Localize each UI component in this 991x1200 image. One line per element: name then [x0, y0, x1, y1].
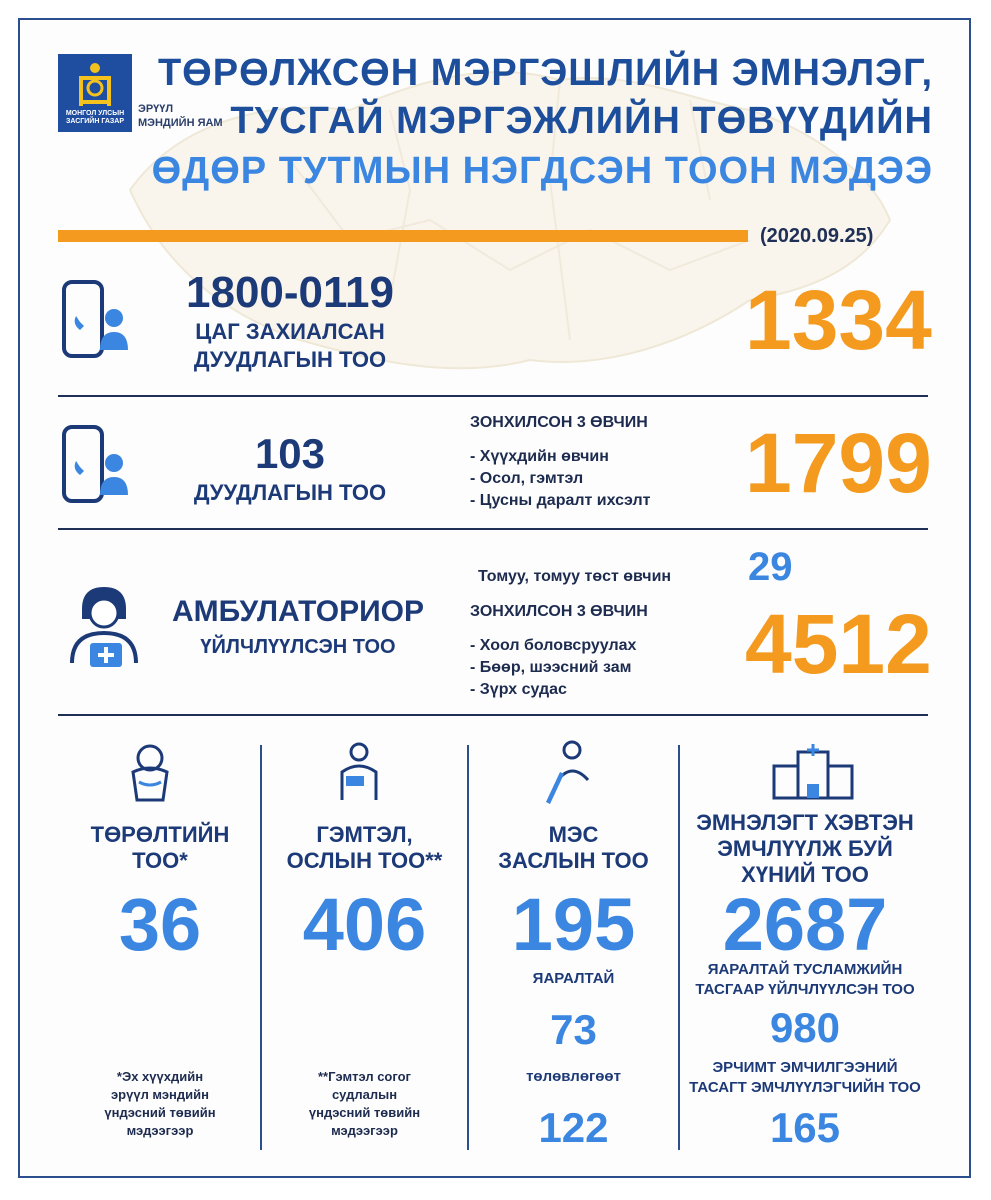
- note-line: мэдээгээр: [331, 1123, 398, 1138]
- injuries-value: 406: [302, 883, 427, 966]
- title-line3: ӨДӨР ТУТМЫН НЭГДСЭН ТООН МЭДЭЭ: [151, 150, 933, 192]
- births-label-line2: ТОО*: [132, 848, 188, 873]
- note-line: *Эх хүүхдийн: [116, 1069, 204, 1084]
- note-line: үндэсний төвийн: [308, 1105, 421, 1120]
- nurse-icon: [60, 583, 140, 673]
- title-line1: ТӨРӨЛЖСӨН МЭРГЭШЛИЙН ЭМНЭЛЭГ,: [157, 52, 933, 94]
- planned-surgery-label: төлөвлөгөөт: [526, 1068, 621, 1085]
- inpatients-value: 2687: [722, 883, 888, 966]
- row3-top3-list: [470, 601, 648, 701]
- ministry-name: [138, 102, 223, 130]
- list-item: - Зүрх судас: [470, 681, 567, 698]
- injuries-label-line2: ОСЛЫН ТОО**: [286, 848, 443, 873]
- inpatients-label-line2: ЭМЧЛҮҮЛЖ БУЙ: [717, 836, 893, 861]
- outpatient-value: 4512: [745, 597, 932, 691]
- inpatients-label: [680, 810, 930, 888]
- outpatient-label-line1: АМБУЛАТОРИОР: [171, 595, 425, 628]
- phone-doctor-icon: [62, 280, 132, 360]
- logo-text-line2: ЗАСГИЙН ГАЗАР: [65, 118, 125, 125]
- planned-surgery-value: 122: [538, 1104, 609, 1151]
- surgery-value: 195: [511, 883, 636, 966]
- arm-sling-icon: [334, 742, 384, 802]
- hotline-label: [150, 318, 430, 374]
- title-line2: ТУСГАЙ МЭРГЭЖЛИЙН ТӨВҮҮДИЙН: [230, 100, 933, 142]
- hospital-building-icon: [770, 742, 856, 800]
- row-divider-1: [58, 395, 928, 397]
- icu-label: [680, 1058, 930, 1098]
- note-line: үндэсний төвийн: [104, 1105, 216, 1120]
- note-line: эрүүл мэндийн: [110, 1087, 209, 1102]
- injuries-label: [262, 822, 467, 874]
- births-label: [60, 822, 260, 874]
- surgery-label-line2: ЗАСЛЫН ТОО: [498, 848, 649, 873]
- list-item: - Цусны даралт ихсэлт: [470, 492, 651, 509]
- orange-divider: [58, 230, 748, 242]
- emergency-calls-label: ДУУДЛАГЫН ТОО: [193, 480, 387, 505]
- births-value: 36: [118, 883, 202, 966]
- list-item: - Осол, гэмтэл: [470, 470, 584, 487]
- icu-value: 165: [769, 1104, 841, 1151]
- row-divider-2: [58, 528, 928, 530]
- births-label-line1: ТӨРӨЛТИЙН: [90, 822, 230, 847]
- report-date: (2020.09.25): [760, 225, 874, 247]
- list-item: - Бөөр, шээсний зам: [470, 659, 632, 676]
- er-label-line1: ЯАРАЛТАЙ ТУСЛАМЖИЙН: [707, 961, 903, 978]
- flu-value: 29: [748, 545, 793, 589]
- emergency-number: 103: [254, 430, 326, 477]
- list-item: - Хүүхдийн өвчин: [470, 448, 609, 465]
- row2-list-title: ЗОНХИЛСОН 3 ӨВЧИН: [470, 414, 648, 431]
- row2-top3-list: [470, 412, 650, 512]
- government-logo: [58, 54, 132, 132]
- row-divider-3: [58, 714, 928, 716]
- appointment-calls-value: 1334: [745, 273, 932, 367]
- icu-label-line2: ТАСАГТ ЭМЧЛҮҮЛЭГЧИЙН ТОО: [689, 1079, 921, 1096]
- inpatients-label-line1: ЭМНЭЛЭГТ ХЭВТЭН: [696, 810, 914, 835]
- hotline-label-line1: ЦАГ ЗАХИАЛСАН: [195, 319, 385, 344]
- injuries-source-note: [262, 1068, 467, 1140]
- hotline-number: 1800-0119: [186, 268, 394, 317]
- hotline-label-line2: ДУУДЛАГЫН ТОО: [193, 347, 387, 372]
- inpatients-label-line3: ХҮНИЙ ТОО: [741, 862, 869, 887]
- flu-label: Томуу, томуу төст өвчин: [478, 568, 672, 585]
- note-line: мэдээгээр: [126, 1123, 194, 1138]
- ministry-line2: МЭНДИЙН ЯАМ: [138, 117, 223, 129]
- note-line: **Гэмтэл согог: [318, 1069, 411, 1084]
- icu-label-line1: ЭРЧИМТ ЭМЧИЛГЭЭНИЙ: [712, 1059, 898, 1076]
- urgent-surgery-value: 73: [550, 1006, 597, 1053]
- list-item: - Хоол боловсруулах: [470, 637, 637, 654]
- er-label-line2: ТАСГААР ҮЙЛЧЛҮҮЛСЭН ТОО: [695, 981, 915, 998]
- emergency-calls-value: 1799: [745, 416, 932, 510]
- baby-icon: [125, 742, 175, 802]
- phone-doctor-icon: [62, 425, 132, 505]
- er-label: [680, 960, 930, 1000]
- note-line: судлалын: [331, 1087, 398, 1102]
- ministry-line1: ЭРҮҮЛ: [138, 103, 174, 115]
- urgent-surgery-label: ЯАРАЛТАЙ: [532, 970, 615, 987]
- surgery-label-line1: МЭС: [548, 822, 599, 847]
- surgery-label: [469, 822, 678, 874]
- row3-list-title: ЗОНХИЛСОН 3 ӨВЧИН: [470, 603, 648, 620]
- surgeon-scalpel-icon: [542, 740, 592, 804]
- logo-text-line1: МОНГОЛ УЛСЫН: [65, 110, 125, 117]
- soyombo-emblem-icon: [75, 60, 115, 110]
- er-value: 980: [769, 1004, 841, 1051]
- outpatient-label-line2: ҮЙЛЧЛҮҮЛСЭН ТОО: [200, 636, 396, 658]
- injuries-label-line1: ГЭМТЭЛ,: [316, 822, 413, 847]
- births-source-note: [60, 1068, 260, 1140]
